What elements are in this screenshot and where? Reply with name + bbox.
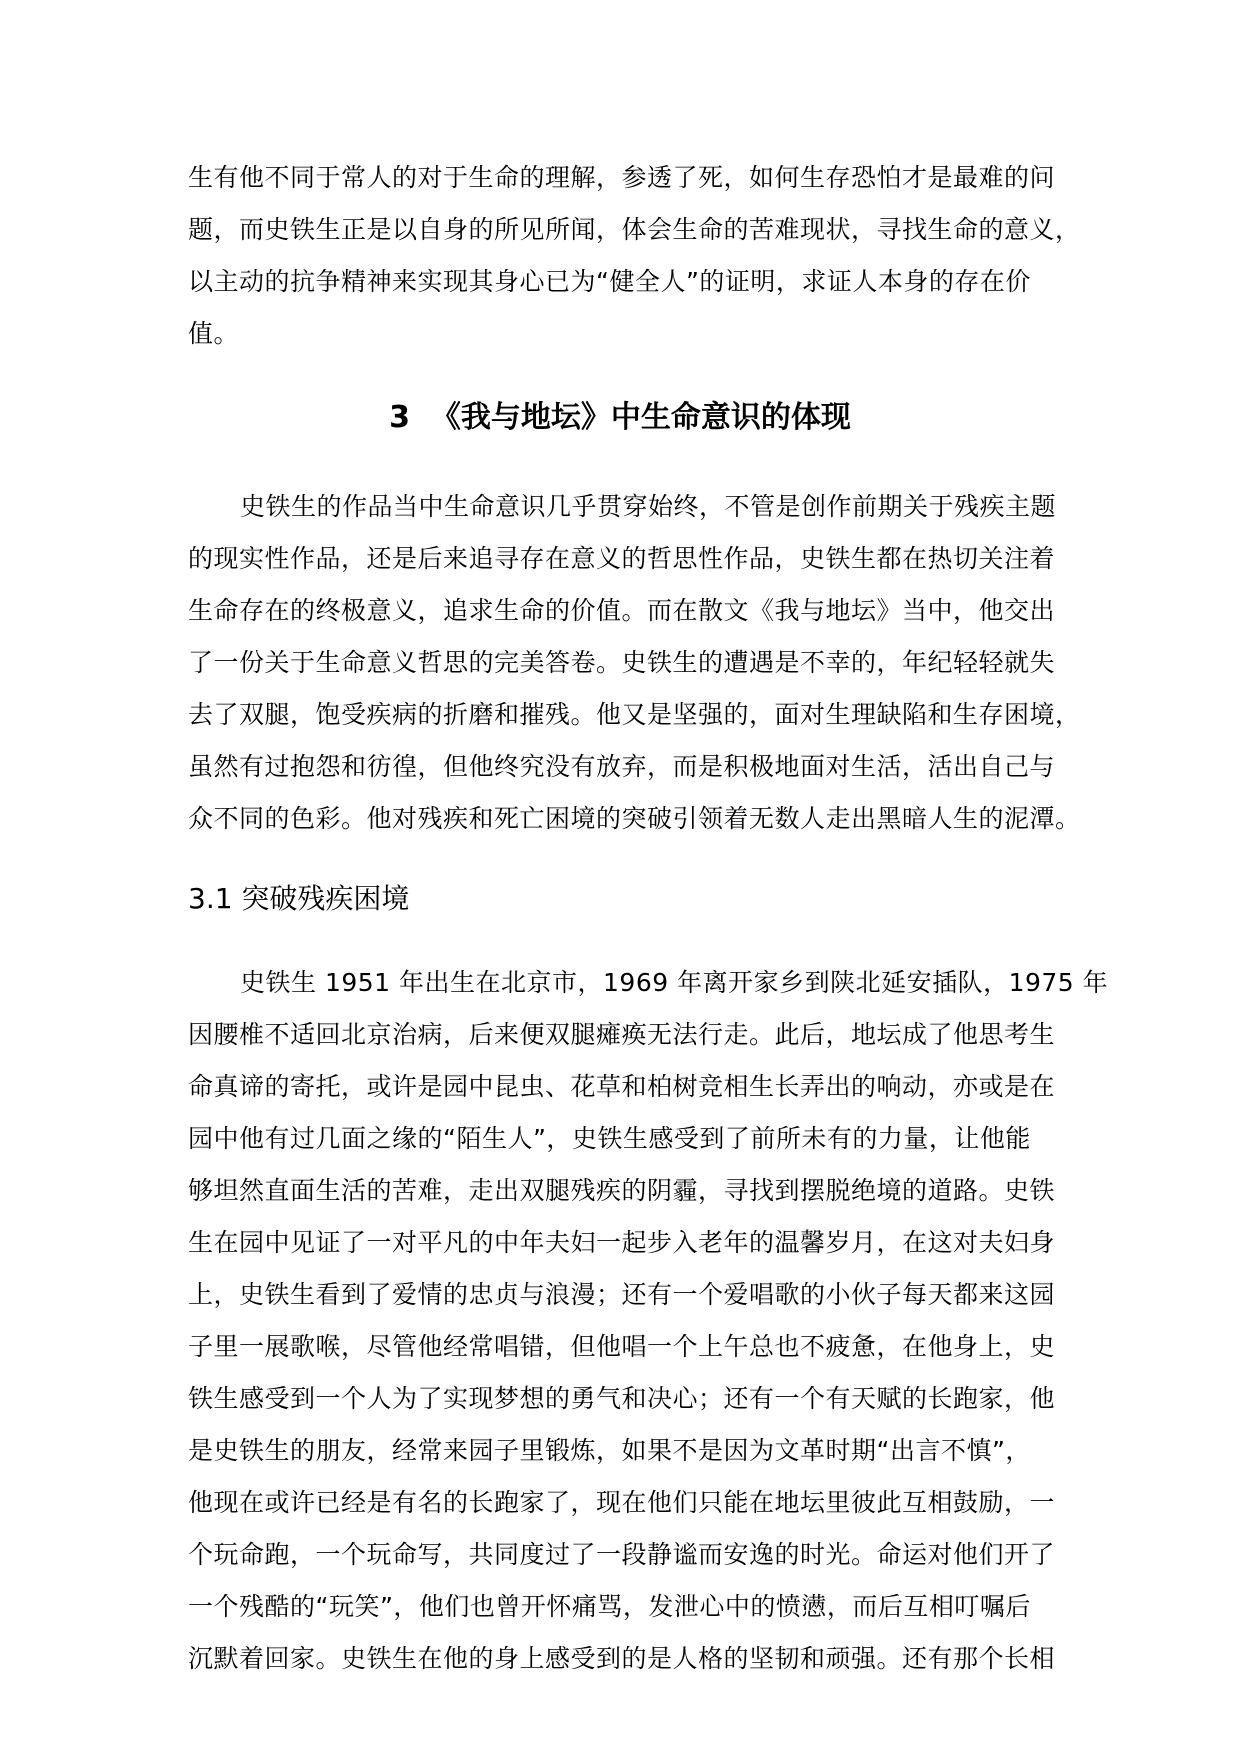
text-line: 去了双腿，饱受疾病的折磨和摧残。他又是坚强的，面对生理缺陷和生存困境， — [188, 700, 1081, 729]
text-line: 的现实性作品，还是后来追寻存在意义的哲思性作品，史铁生都在热切关注着 — [188, 544, 1056, 573]
text-line: 生有他不同于常人的对于生命的理解，参透了死，如何生存恐怕才是最难的问 — [188, 163, 1056, 192]
text-line: 一个残酷的“玩笑”，他们也曾开怀痛骂，发泄心中的愤懑，而后互相叮嘱后 — [188, 1592, 1031, 1621]
text-line: 生在园中见证了一对平凡的中年夫妇一起步入老年的温馨岁月，在这对夫妇身 — [188, 1228, 1056, 1257]
text-line: 子里一展歌喉，尽管他经常唱错，但他唱一个上午总也不疲惫，在他身上，史 — [188, 1332, 1056, 1361]
text-line: 生命存在的终极意义，追求生命的价值。而在散文《我与地坛》当中，他交出 — [188, 596, 1056, 625]
text-line: 史铁生 1951 年出生在北京市，1969 年离开家乡到陕北延安插队，1975 年 — [240, 968, 1109, 997]
section-heading-3-1: 3.1 突破残疾困境 — [188, 882, 410, 915]
text-line: 了一份关于生命意义哲思的完美答卷。史铁生的遭遇是不幸的，年纪轻轻就失 — [188, 648, 1056, 677]
text-line: 园中他有过几面之缘的“陌生人”，史铁生感受到了前所未有的力量，让他能 — [188, 1124, 1031, 1153]
text-line: 题，而史铁生正是以自身的所见所闻，体会生命的苦难现状，寻找生命的意义， — [188, 215, 1081, 244]
text-line: 个玩命跑，一个玩命写，共同度过了一段静谧而安逸的时光。命运对他们开了 — [188, 1540, 1056, 1569]
section-heading-3: 3 《我与地坛》中生命意识的体现 — [389, 400, 851, 435]
text-line: 够坦然直面生活的苦难，走出双腿残疾的阴霾，寻找到摆脱绝境的道路。史铁 — [188, 1176, 1056, 1205]
text-line: 上，史铁生看到了爱情的忠贞与浪漫；还有一个爱唱歌的小伙子每天都来这园 — [188, 1280, 1056, 1309]
text-line: 众不同的色彩。他对残疾和死亡困境的突破引领着无数人走出黑暗人生的泥潭。 — [188, 804, 1081, 833]
text-line: 是史铁生的朋友，经常来园子里锻炼，如果不是因为文革时期“出言不慎”， — [188, 1436, 1031, 1465]
text-line: 他现在或许已经是有名的长跑家了，现在他们只能在地坛里彼此互相鼓励，一 — [188, 1488, 1056, 1517]
text-line: 命真谛的寄托，或许是园中昆虫、花草和柏树竞相生长弄出的响动，亦或是在 — [188, 1072, 1056, 1101]
text-line: 虽然有过抱怨和彷徨，但他终究没有放弃，而是积极地面对生活，活出自己与 — [188, 752, 1056, 781]
text-line: 史铁生的作品当中生命意识几乎贯穿始终，不管是创作前期关于残疾主题 — [240, 492, 1057, 521]
text-line: 铁生感受到一个人为了实现梦想的勇气和决心；还有一个有天赋的长跑家，他 — [188, 1384, 1056, 1413]
text-line: 以主动的抗争精神来实现其身心已为“健全人”的证明，求证人本身的存在价 — [188, 267, 1031, 296]
text-line: 值。 — [188, 319, 240, 348]
text-line: 沉默着回家。史铁生在他的身上感受到的是人格的坚韧和顽强。还有那个长相 — [188, 1644, 1056, 1673]
text-line: 因腰椎不适回北京治病，后来便双腿瘫痪无法行走。此后，地坛成了他思考生 — [188, 1020, 1056, 1049]
